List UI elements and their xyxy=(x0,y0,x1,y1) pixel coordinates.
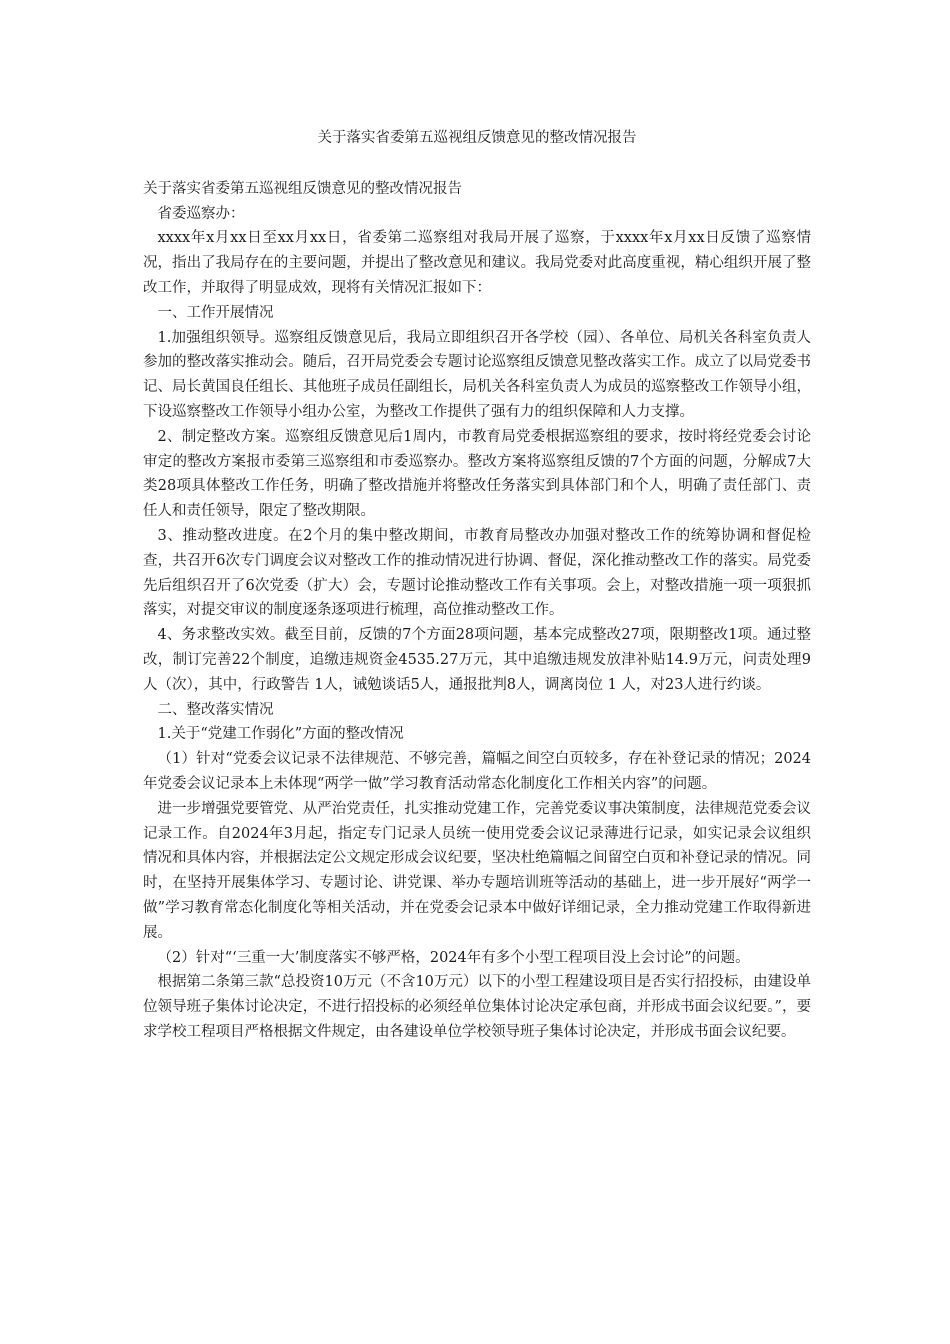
paragraph-12: （2）针对“‘三重一大’制度落实不够严格，2024年有多个小型工程项目没上会讨论”的问题。 xyxy=(157,949,750,966)
paragraph-4: 1.加强组织领导。巡察组反馈意见后，我局立即组织召开各学校（园）、各单位、局机关各科室负责人参加的整改落实推动会。随后，召开局党委会专题讨论巡察组反馈意见整改落实工作。成立了以局党委书记、局长黄国良任组长、其他班子成员任副组长，局机关各科室负责人为成员的巡察整改工作领导小组，下设巡察整改工作领导小组办公室，为整改工作提供了强有力的组织保障和人力支撑。 xyxy=(143,329,811,420)
paragraph-10: （1）针对“党委会议记录不法律规范、不够完善，篇幅之间空白页较多，存在补登记录的情况；2024年党委会议记录本上未体现“两学一做”学习教育活动常态化制度化工作相关内容”的问题。 xyxy=(143,751,811,792)
document-title: 关于落实省委第五巡视组反馈意见的整改情况报告 xyxy=(317,130,637,146)
paragraph-11: 进一步增强党要管党、从严治党责任，扎实推动党建工作，完善党委议事决策制度，法律规范党委会议记录工作。自2024年3月起，指定专门记录人员统一使用党委会议记录薄进行记录，如实记录会议组织情况和具体内容，并根据法定公文规定形成会议纪要，坚决杜绝篇幅之间留空白页和补登记录的情况。同时，在坚持开展集体学习、专题讨论、讲党课、举办专题培训班等活动的基础上，进一步开展好“两学一做”学习教育常态化制度化等相关活动，并在党委会记录本中做好详细记录，全力推动党建工作取得新进展。 xyxy=(143,800,811,941)
paragraph-2: xxxx年x月xx日至xx月xx日，省委第二巡察组对我局开展了巡察，于xxxx年x月xx日反馈了巡察情况，指出了我局存在的主要问题，并提出了整改意见和建议。我局党委对此高度重视，精心组织开展了整改工作，并取得了明显成效，现将有关情况汇报如下： xyxy=(143,230,811,296)
paragraph-0: 关于落实省委第五巡视组反馈意见的整改情况报告 xyxy=(143,180,462,197)
document-body xyxy=(143,177,811,1045)
paragraph-13: 根据第二条第三款“总投资10万元（不含10万元）以下的小型工程建设项目是否实行招投标，由建设单位领导班子集体讨论决定，不进行招投标的必须经单位集体讨论决定承包商，并形成书面会议纪要。”，要求学校工程项目严格根据文件规定，由各建设单位学校领导班子集体讨论决定，并形成书面会议纪要。 xyxy=(143,974,811,1040)
document-page xyxy=(143,126,811,1045)
paragraph-7: 4、务求整改实效。截至目前，反馈的7个方面28项问题，基本完成整改27项，限期整改1项。通过整改，制订完善22个制度，追缴违规资金4535.27万元，其中追缴违规发放津补贴14.9万元，问责处理9人（次），其中，行政警告 1人，诫勉谈话5人，通报批判8人，调离岗位 1 人，对23人进行约谈。 xyxy=(143,627,811,693)
paragraph-1: 省委巡察办： xyxy=(157,205,245,222)
paragraph-8: 二、整改落实情况 xyxy=(157,701,274,718)
paragraph-5: 2、制定整改方案。巡察组反馈意见后1周内，市教育局党委根据巡察组的要求，按时将经党委会讨论审定的整改方案报市委第三巡察组和市委巡察办。整改方案将巡察组反馈的7个方面的问题，分解成7大类28项具体整改工作任务，明确了整改措施并将整改任务落实到具体部门和个人，明确了责任部门、责任人和责任领导，限定了整改期限。 xyxy=(143,428,811,520)
paragraph-6: 3、推动整改进度。在2个月的集中整改期间，市教育局整改办加强对整改工作的统筹协调和督促检查，共召开6次专门调度会议对整改工作的推动情况进行协调、督促，深化推动整改工作的落实。局党委先后组织召开了6次党委（扩大）会，专题讨论推动整改工作有关事项。会上，对整改措施一项一项狠抓落实，对提交审议的制度逐条逐项进行梳理，高位推动整改工作。 xyxy=(143,527,811,619)
paragraph-3: 一、工作开展情况 xyxy=(157,304,274,321)
paragraph-9: 1.关于“党建工作弱化”方面的整改情况 xyxy=(157,726,404,743)
